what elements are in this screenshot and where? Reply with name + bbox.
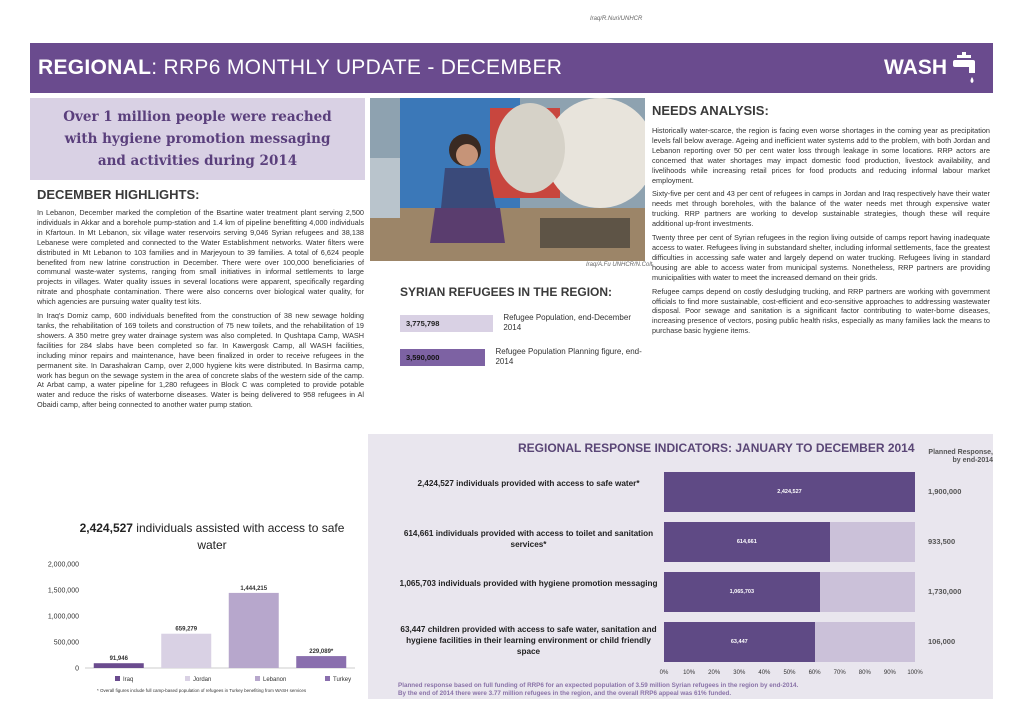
indicator-bar: 614,661 [664, 522, 830, 562]
indicators-panel [368, 434, 993, 699]
photo-credit-2: Iraq/A.Fu UNHCR/N.Colt [586, 262, 653, 268]
indicator-axis-tick: 80% [858, 670, 871, 676]
highlights-section [37, 187, 364, 414]
needs-paragraph: Twenty three per cent of Syrian refugees in the region living outside of camps report having inadequate access to water. Refugees living in substandard shelter, including informal settlements, face the greatest difficulties in accessing safe water and largely depend on water trucking. Refugees living in standard housing are able to access water from municipal systems. Nonetheless, RRP partners are providing municipalities with water to meet the increased demand on their grids. [652, 233, 990, 282]
highlights-paragraph: In Lebanon, December marked the completion of the Bsartine water treatment plant serving 2,500 individuals in Akkar and a borehole pump-station and 1.4 km of pipeline benefitting 4,000 individuals in Kfartoun. In Mt Lebanon, six village water reservoirs serving 9,046 Syrian refugees and 38,138 Lebanese were completed and connected to the Water Establishment networks. Water filters were distributed in Mt Lebanon to 103 families and in Marjeyoun to 39 families. A total of 6,624 people benefited from new latrine construction in December. There were over 100,000 beneficiaries of communal waste-water systems, ranging from small initiatives in informal settlements to large projects in villages. Water quality issues in several locations were apparent, specifically regarding nitrate and phosphate contamination. There were also concerns over biological water quality, for which agencies are pursuing water quality test kits. [37, 208, 364, 307]
indicator-bar-track [664, 622, 915, 662]
indicator-axis-tick: 90% [883, 670, 896, 676]
bar-iraq [94, 663, 144, 668]
legend-swatch [325, 676, 330, 681]
needs-body [652, 126, 990, 336]
legend-swatch [255, 676, 260, 681]
indicator-bar: 63,447 [664, 622, 815, 662]
legend-label: Lebanon [263, 677, 287, 683]
indicator-planned-value: 1,730,000 [928, 587, 962, 596]
indicator-bar-track [664, 572, 915, 612]
bar-jordan [161, 634, 211, 668]
photo-credit: Iraq/R.Nuri/UNHCR [590, 16, 643, 22]
sector-label: WASH [884, 51, 983, 85]
y-tick-label: 2,000,000 [47, 561, 79, 569]
needs-heading: NEEDS ANALYSIS: [652, 103, 769, 118]
legend-swatch [115, 676, 120, 681]
bar-value-label: 1,444,215 [240, 585, 268, 592]
highlights-heading: DECEMBER HIGHLIGHTS: [37, 187, 200, 202]
refugees-heading: SYRIAN REFUGEES IN THE REGION: [400, 285, 613, 299]
planned-response-heading: Planned Response, by end-2014 [928, 449, 993, 464]
indicator-bar-track [664, 472, 915, 512]
indicator-label: 614,661 individuals provided with access to toilet and sanitation services* [403, 529, 654, 549]
refugee-row [400, 347, 642, 367]
refugee-row-label: Refugee Population, end-December 2014 [503, 313, 631, 332]
indicator-label: 1,065,703 individuals provided with hygiene promotion messaging [399, 579, 658, 588]
indicator-bar: 2,424,527 [664, 472, 915, 512]
highlights-body [37, 208, 364, 410]
indicators-axis [659, 670, 924, 680]
bar-value-label: 659,279 [175, 626, 198, 633]
needs-analysis-section [652, 103, 990, 340]
legend-label: Turkey [333, 677, 352, 683]
chart-title: 2,424,527 individuals assisted with access to safe water [79, 521, 345, 552]
legend-swatch [185, 676, 190, 681]
indicator-axis-tick: 30% [733, 670, 746, 676]
needs-paragraph: Refugee camps depend on costly desludging trucking, and RRP partners are working with government officials to find more sustainable, cost-efficient and eco-sensitive approaches to addressing wastewater disposal. Poor sewage and sanitation is a significant factor contributing to water-borne diseases, increasing presence of vectors, posing public health risks, especially as many families lack the means to purchase basic hygiene items. [652, 286, 990, 336]
water-tap-icon [947, 51, 983, 85]
indicator-axis-tick: 10% [683, 670, 696, 676]
needs-paragraph: Sixty-five per cent and 43 per cent of refugees in camps in Jordan and Iraq respectively have their water needs met through boreholes, with the balance of the water needs met through expensive water trucking. RRP partners are working to develop sustainable strategies, though these will require additional up-front investments. [652, 189, 990, 229]
indicators-footnote: Planned response based on full funding of RRP6 for an expected population of 3.59 million Syrian refugees in the region by end-2014. By the end of 2014 there were 3.77 million refugees in the region, and the overall RRP6 appeal was 61% funded. [398, 682, 799, 697]
indicator-axis-tick: 50% [783, 670, 796, 676]
highlights-paragraph: In Iraq's Domiz camp, 600 individuals benefited from the construction of 38 new sewage holding tanks, the rehabilitation of 169 toilets and construction of 75 new toilets, and the rehabilitation of 19 showers. A 350 metre grey water drainage system was also completed. In Qushtapa Camp, WASH facilities for 284 slabs have been completed so far. In Kawergosk Camp, all WASH facilities, including minor repairs and maintenance, have been finalized in order to receive refugees in the permanent site. In Darashakran Camp, over 2,000 hygiene kits were distributed. In Basirma camp, work has begun on the sewage system in the area of concrete slabs of the western side of the camp. At Arbat camp, a water pipeline for 1,280 refugees in Block C was completed to provide potable water and reduce the risks of waterborne diseases. Water is being delivered to 958 refugees in Al Obaidi camp, after being connected to another water pump station. [37, 311, 364, 410]
bar-value-label: 229,089* [309, 649, 334, 656]
legend-label: Jordan [193, 677, 212, 683]
indicator-label: 63,447 children provided with access to safe water, sanitation and hygiene facilities in their learning environment or child friendly space [400, 625, 657, 656]
indicator-axis-tick: 0% [659, 670, 669, 676]
headline-text: Over 1 million people were reached with hygiene promotion messaging and activities during 2014 [63, 109, 332, 169]
refugee-row-label: Refugee Population Planning figure, end-2014 [495, 347, 642, 366]
indicators-title: REGIONAL RESPONSE INDICATORS: JANUARY TO DECEMBER 2014 [518, 441, 915, 455]
indicator-bar-track [664, 522, 915, 562]
bar-lebanon [229, 593, 279, 668]
bar-turkey [296, 656, 346, 668]
indicator-planned-value: 106,000 [928, 637, 956, 646]
indicator-planned-value: 1,900,000 [928, 487, 962, 496]
title-banner [30, 43, 993, 93]
y-tick-label: 1,500,000 [47, 587, 79, 595]
indicator-axis-tick: 20% [708, 670, 721, 676]
chart-footnote: * Overall figures include full camp-based population of refugees in Turkey benefiting from WASH services [97, 688, 307, 693]
headline-box [30, 98, 365, 180]
indicator-axis-tick: 40% [758, 670, 771, 676]
y-tick-label: 1,000,000 [47, 613, 79, 621]
refugee-bar: 3,590,000 [400, 349, 485, 366]
indicator-axis-tick: 60% [808, 670, 821, 676]
indicator-label: 2,424,527 individuals provided with access to safe water* [417, 479, 640, 488]
indicator-axis-tick: 70% [833, 670, 846, 676]
hero-photo [370, 98, 645, 261]
legend-label: Iraq [123, 677, 134, 683]
indicator-planned-value: 933,500 [928, 537, 956, 546]
indicator-bar: 1,065,703 [664, 572, 820, 612]
page-title: REGIONAL: RRP6 MONTHLY UPDATE - DECEMBER [38, 56, 563, 79]
indicator-axis-tick: 100% [907, 670, 923, 676]
y-tick-label: 500,000 [53, 639, 79, 647]
refugees-section [400, 285, 642, 367]
y-tick-label: 0 [75, 665, 79, 673]
needs-paragraph: Historically water-scarce, the region is facing even worse shortages in the coming year as precipitation levels fall below average. Ageing and inefficient water systems add to the problem, with both Jordan and Lebanon reporting over 50 per cent water loss through leakage in some locations. RRP actors are concerned that water shortages may impact domestic food production, livestock availability, and livelihoods while increasing retail prices for food products and reducing informal labour market employment. [652, 126, 990, 185]
bar-value-label: 91,946 [109, 656, 128, 663]
refugee-row [400, 313, 642, 333]
refugee-bar: 3,775,798 [400, 315, 493, 332]
